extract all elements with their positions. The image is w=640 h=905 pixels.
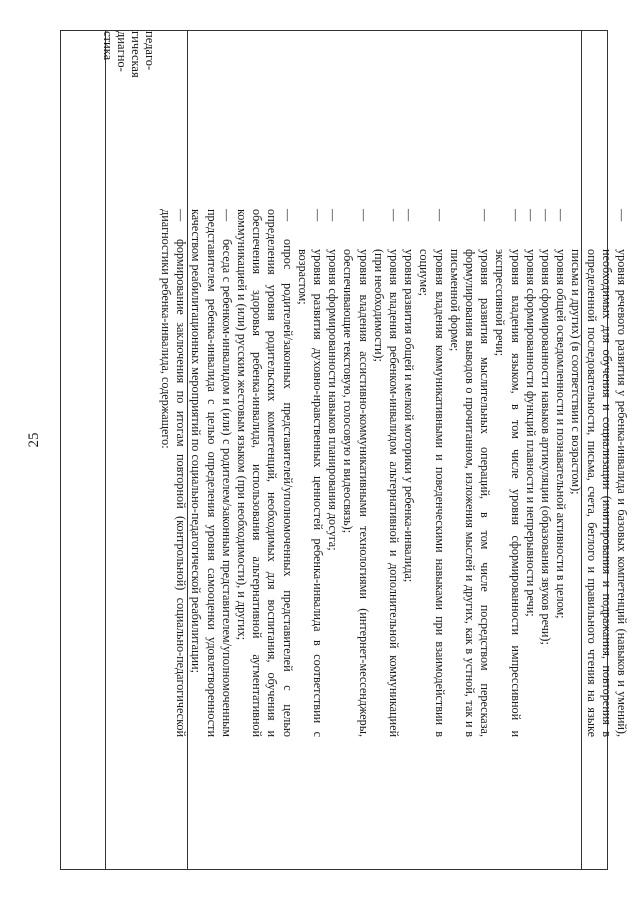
list-item: — уровня общей осведомленности и познавательной активности в целом; [554,209,569,619]
list-item: — уровня речевого развития у ребенка-инвалида и базовых компетенций (навыков и умений), необходимых для обучения и социализации (имитирования и подражания, повторения в определенной последовательности, письма, счета, беглого и правильного чтения на языке письма и других) (в соответствии с возрастом); [569,209,629,737]
table [60,30,629,870]
paragraph: —формирование заключения по итогам повторной (контрольной) социально-педагогической диагностики ребенка-инвалида, содержащего: [158,209,189,737]
list-item: — уровня владения ассистивно-коммуникативными технологиями (интернет-мессенджеры, обеспечивающие текстовую, голосовую и видеосвязь); [341,209,371,737]
paragraph: —беседа с ребенком-инвалидом и (или) с родителем/законным представителем/уполномоченным представителем ребенка-инвалида с целью определения уровня самооценки удовлетворенности качеством реабилитационных мероприятий по социально-педагогической реабилитации; [189,209,234,737]
list-item: — уровня развития мыслительных операций, в том числе посредством пересказа, формулирования выводов о прочитанном, изложения мыслей и других, как в устной, так и в письменной форме; [447,209,493,737]
row-label: педаго- гическая диагно- стика [101,31,157,78]
list-item: — уровня владения ребенком-инвалидом альтернативной и дополнительной коммуникацией (при необходимости); [371,209,401,737]
list-item: — уровня развития духовно-нравственных ценностей ребенка-инвалида в соответствии с возрастом; [295,209,325,737]
list-item: — уровня сформированности навыков планирования досуга; [326,209,341,551]
page-number: 25 [26,432,42,448]
list-item: — уровня сформированности функций плавности и непрерывности речи; [523,209,538,617]
list-item: — уровня развития общей и мелкой моторики у ребенка-инвалида; [402,209,417,583]
row-content [158,209,629,737]
list-item: — уровня владения языком, в том числе уровня сформированности импрессивной и экспрессивной речи; [493,209,523,737]
list-item: — уровня владения коммуникативными и поведенческими навыками при взаимодействии в социуме; [417,209,447,737]
list-item: — уровня сформированности навыков артикуляции (образования звуков речи); [538,209,553,645]
paragraph: —опрос родителей/законных представителей/уполномоченных представителей с целью определения уровня родительских компетенций, необходимых для воспитания, обучения и обеспечения здоровья ребенка-инвалида, использования альтернативной аугментативной коммуникацией и (или) русским жестовым языком (при необходимости), и других; [234,209,295,737]
